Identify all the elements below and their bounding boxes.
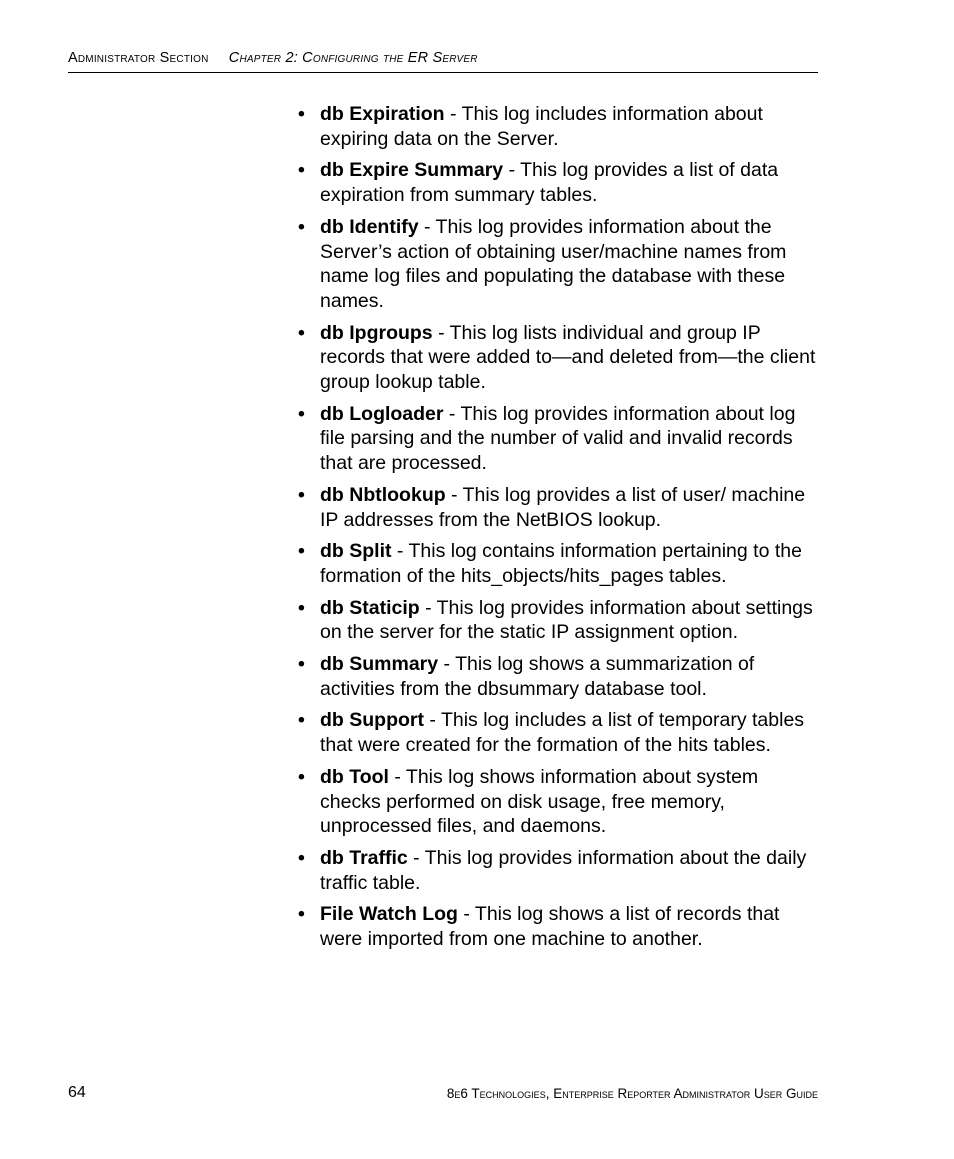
log-description: - This log lists individual and group IP records that were added to—and deleted from—the client group lookup table. [320, 321, 816, 394]
log-description: - This log provides information about log file parsing and the number of valid and invalid records that are processed. [320, 402, 796, 475]
log-term: db Split [320, 540, 392, 563]
log-description: - This log provides information about settings on the server for the static IP assignment option. [320, 596, 813, 644]
list-item [298, 652, 818, 701]
bullet-icon: • [298, 653, 305, 676]
list-item [298, 402, 818, 476]
bullet-icon: • [298, 159, 305, 182]
list-item [298, 215, 818, 314]
list-item [298, 596, 818, 645]
bullet-icon: • [298, 765, 305, 788]
log-term: db Identify [320, 215, 419, 238]
log-term: db Traffic [320, 846, 408, 869]
log-term: db Ipgroups [320, 321, 433, 344]
list-item [298, 321, 818, 395]
list-item [298, 102, 818, 151]
list-item [298, 158, 818, 207]
bullet-icon: • [298, 103, 305, 125]
bullet-icon: • [298, 215, 305, 238]
bullet-icon: • [298, 596, 305, 619]
bullet-icon: • [298, 903, 305, 926]
log-term: db Tool [320, 765, 389, 788]
bullet-icon: • [298, 483, 305, 506]
log-description: - This log provides a list of data expiration from summary tables. [320, 159, 779, 207]
list-item [298, 708, 818, 757]
list-item [298, 765, 818, 839]
log-term: db Expiration [320, 103, 445, 125]
header-chapter: Chapter 2: Configuring the ER Server [228, 50, 478, 66]
bullet-icon: • [298, 540, 305, 563]
page-number: 64 [68, 1084, 86, 1101]
log-description: - This log includes a list of temporary tables that were created for the formation of the hits tables. [320, 709, 805, 757]
log-description: - This log contains information pertaining to the formation of the hits_objects/hits_pages tables. [320, 540, 802, 587]
list-item [298, 902, 818, 951]
header-section: Administrator Section [68, 50, 209, 66]
log-term: db Summary [320, 653, 439, 676]
list-item [298, 846, 818, 895]
bullet-icon: • [298, 321, 305, 344]
log-description: - This log shows information about system checks performed on disk usage, free memory, unprocessed files, and daemons. [320, 765, 759, 838]
bullet-icon: • [298, 846, 305, 869]
log-description: - This log includes information about expiring data on the Server. [320, 103, 763, 150]
bullet-icon: • [298, 709, 305, 732]
log-term: db Support [320, 709, 424, 732]
log-term: db Nbtlookup [320, 483, 446, 506]
bullet-icon: • [298, 402, 305, 425]
list-item [298, 483, 818, 532]
log-description: - This log shows a summarization of activities from the dbsummary database tool. [320, 653, 755, 700]
main-content [298, 102, 818, 959]
log-term: File Watch Log [320, 903, 458, 926]
running-header [68, 50, 818, 73]
log-term: db Staticip [320, 596, 420, 619]
list-item [298, 539, 818, 588]
log-description: - This log provides information about the Server’s action of obtaining user/machine names from name log files and populating the database with these names. [320, 215, 787, 312]
log-term: db Expire Summary [320, 159, 504, 182]
log-list [298, 102, 818, 952]
log-description: - This log provides information about the daily traffic table. [320, 846, 807, 894]
log-term: db Logloader [320, 402, 444, 425]
log-description: - This log provides a list of user/ machine IP addresses from the NetBIOS lookup. [320, 483, 806, 531]
footer-book-title: 8e6 Technologies, Enterprise Reporter Administrator User Guide [446, 1086, 818, 1101]
log-description: - This log shows a list of records that were imported from one machine to another. [320, 903, 780, 951]
